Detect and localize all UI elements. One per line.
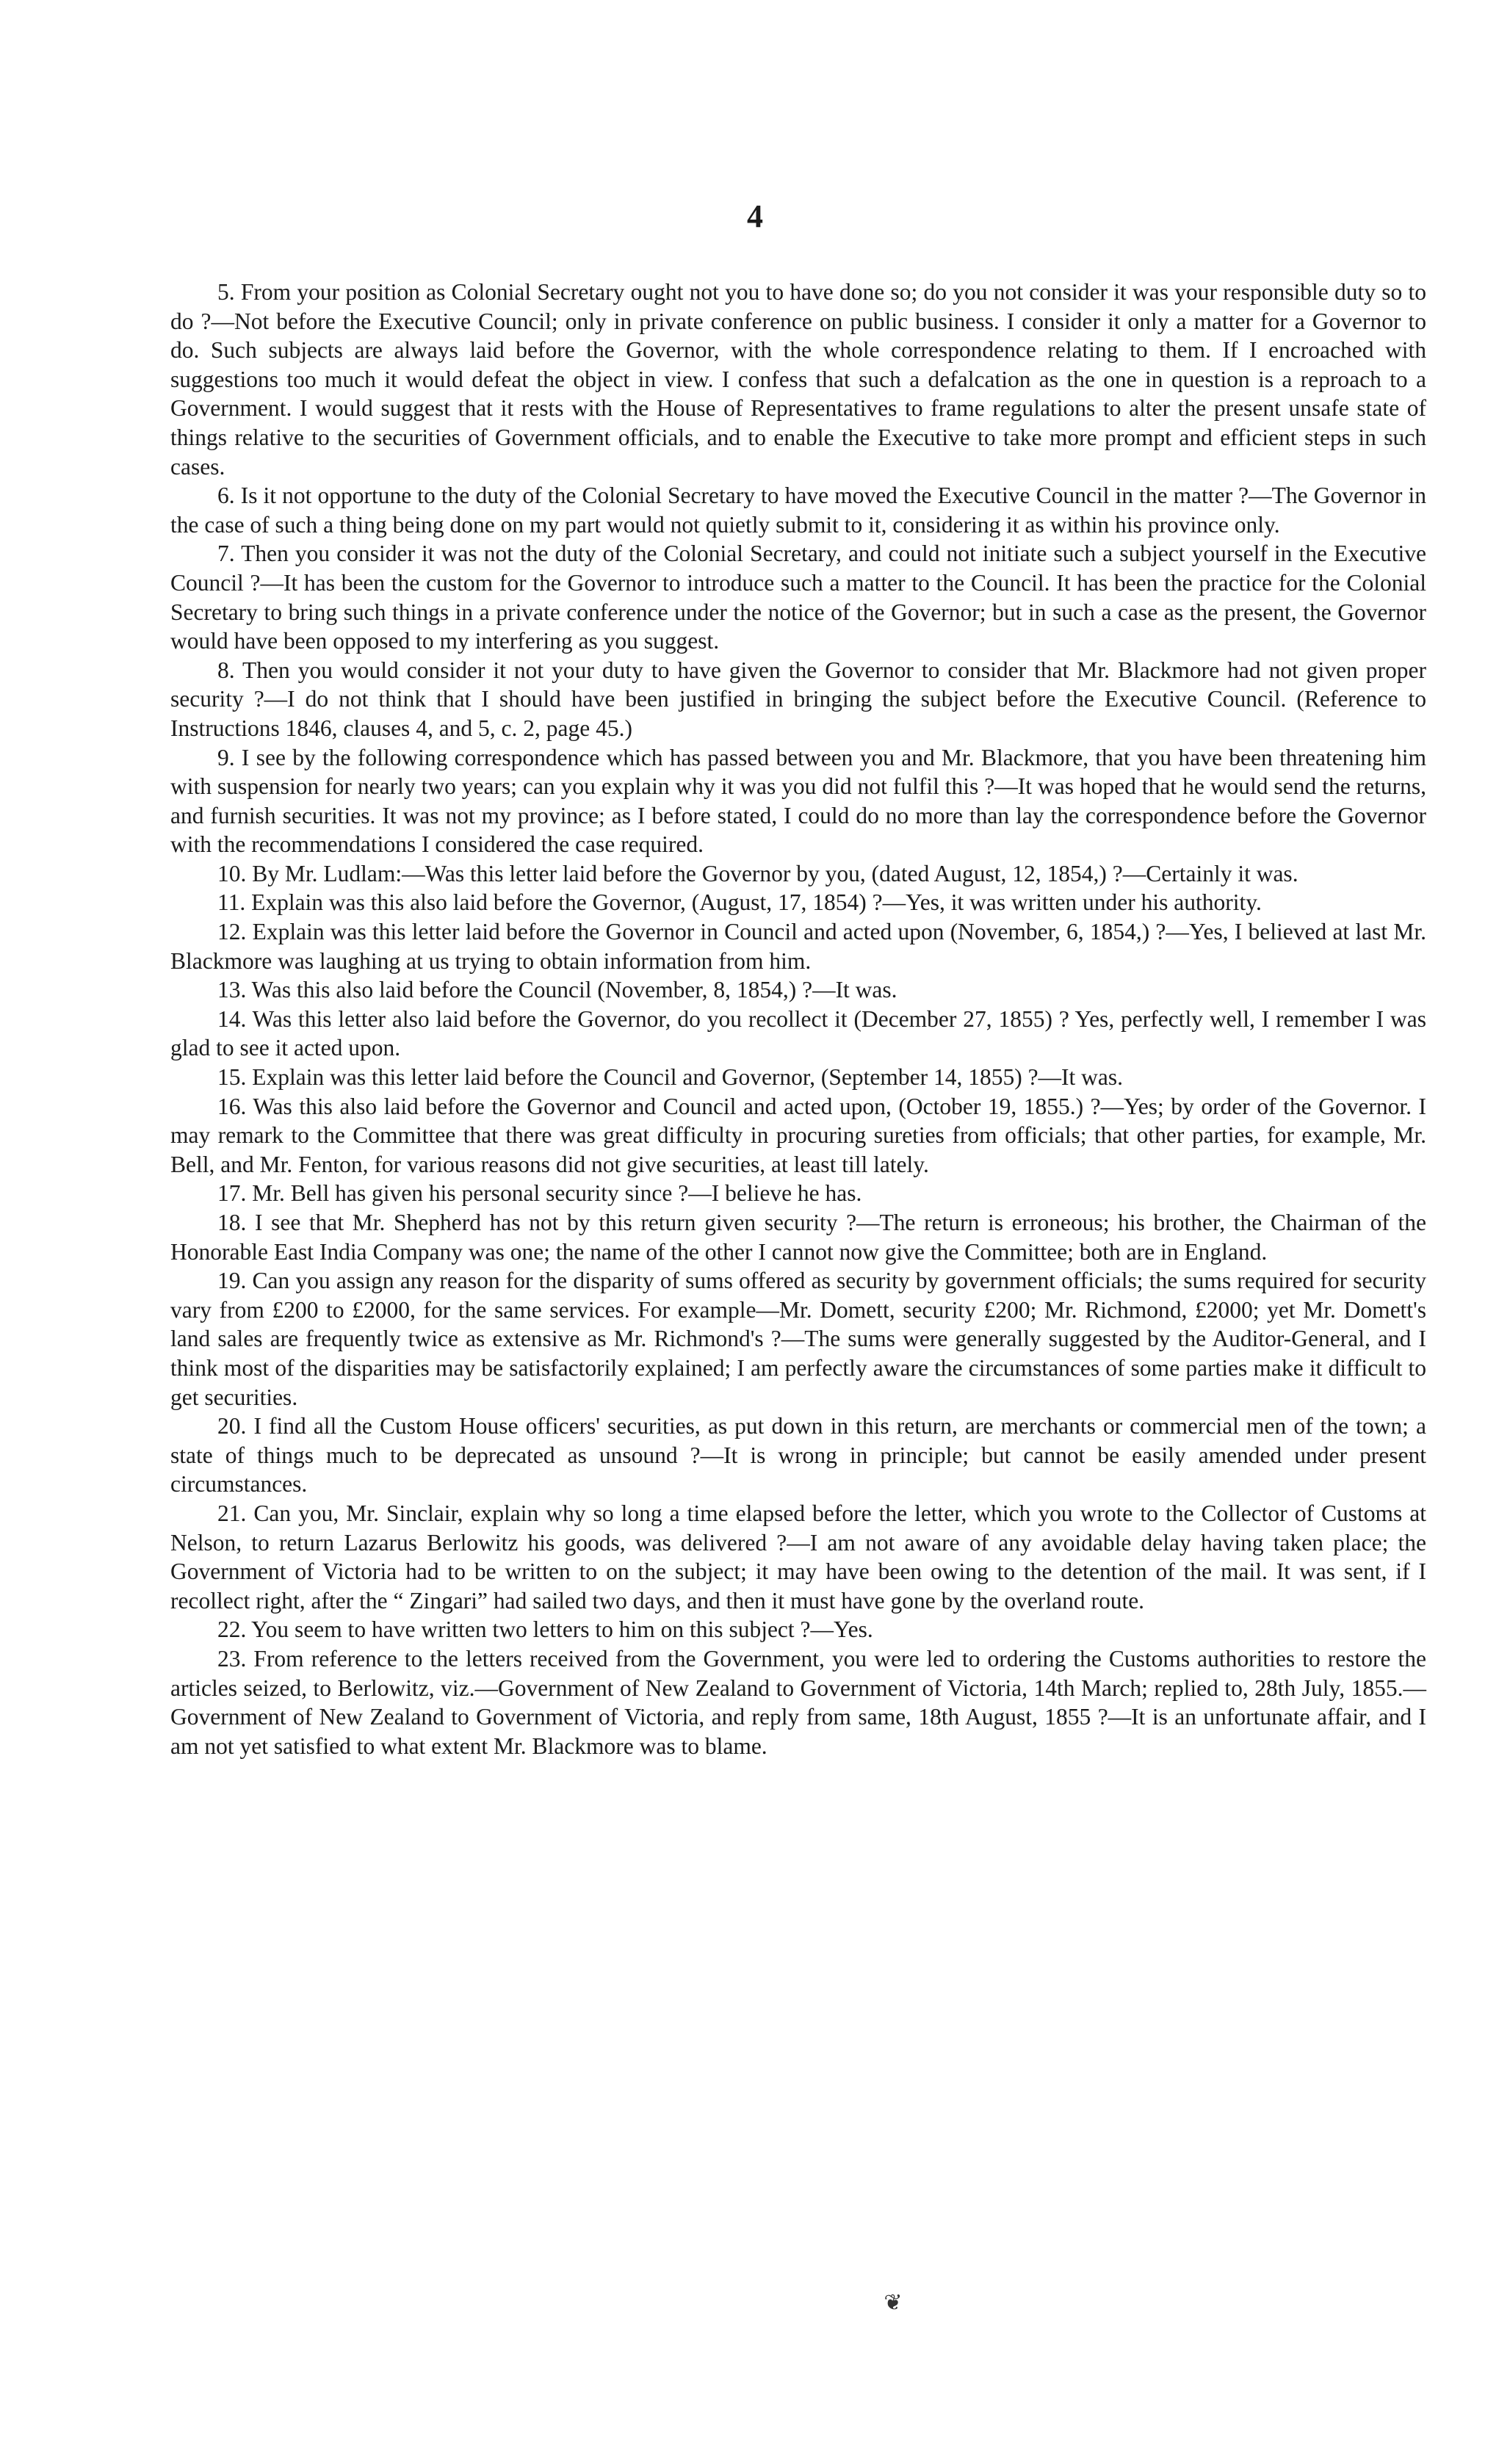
question-19: 19. Can you assign any reason for the disparity of sums offered as security by government officials; the sums required for security vary from £200 to £2000, for the same services. For example—Mr. Domett, security £200; Mr. Richmond, £2000; yet Mr. Domett's land sales are frequently twice as extensive as Mr. Richmond's ?—The sums were generally suggested by the Auditor-General, and I think most of the disparities may be satisfactorily explained; I am perfectly aware the circumstances of some parties make it difficult to get securities.	[170, 1268, 1426, 1410]
end-ornament-icon: ❦	[884, 2291, 903, 2315]
question-7: 7. Then you consider it was not the duty of the Colonial Secretary, and could not initiate such a subject yourself in the Executive Council ?—It has been the custom for the Governor to introduce such a matter to the Council. It has been the practice for the Colonial Secretary to bring such things in a private conference under the notice of the Governor; but in such a case as the present, the Governor would have been opposed to my interfering as you suggest.	[170, 541, 1426, 654]
question-21: 21. Can you, Mr. Sinclair, explain why so long a time elapsed before the letter, which you wrote to the Collector of Customs at Nelson, to return Lazarus Berlowitz his goods, was delivered ?—I am not aware of any avoidable delay having taken place; the Government of Victoria had to be written to on the subject; it may have been owing to the detention of the mail. It was sent, if I recollect right, after the “ Zingari” had sailed two days, and then it must have gone by the overland route.	[170, 1500, 1426, 1614]
question-20: 20. I find all the Custom House officers' securities, as put down in this return, are merchants or commercial men of the town; a state of things much to be deprecated as unsound ?—It is wrong in principle; but cannot be easily amended under present circumstances.	[170, 1413, 1426, 1497]
question-13: 13. Was this also laid before the Council (November, 8, 1854,) ?—It was.	[217, 977, 897, 1003]
question-18: 18. I see that Mr. Shepherd has not by this return given security ?—The return is erroneous; his brother, the Chairman of the Honorable East India Company was one; the name of the other I cannot now give the Committee; both are in England.	[170, 1210, 1426, 1265]
question-6: 6. Is it not opportune to the duty of the Colonial Secretary to have moved the Executive Council in the matter ?—The Governor in the case of such a thing being done on my part would not quietly submit to it, considering it as within his province only.	[170, 483, 1426, 538]
question-16: 16. Was this also laid before the Governor and Council and acted upon, (October 19, 1855.) ?—Yes; by order of the Governor. I may remark to the Committee that there was great difficulty in procuring sureties from officials; that other parties, for example, Mr. Bell, and Mr. Fenton, for various reasons did not give securities, at least till lately.	[170, 1093, 1426, 1177]
question-11: 11. Explain was this also laid before the Governor, (August, 17, 1854) ?—Yes, it was written under his authority.	[217, 889, 1262, 916]
question-17: 17. Mr. Bell has given his personal security since ?—I believe he has.	[217, 1180, 862, 1207]
question-5: 5. From your position as Colonial Secretary ought not you to have done so; do you not consider it was your responsible duty so to do ?—Not before the Executive Council; only in private conference on public business. I consider it only a matter for a Governor to do. Such subjects are always laid before the Governor, with the whole correspondence relating to them. If I encroached with suggestions too much it would defeat the object in view. I confess that such a defalcation as the one in question is a reproach to a Government. I would suggest that it rests with the House of Representatives to frame regulations to alter the present unsafe state of things relative to the securities of Government officials, and to enable the Executive to take more prompt and efficient steps in such cases.	[170, 279, 1426, 480]
question-9: 9. I see by the following correspondence which has passed between you and Mr. Blackmore, that you have been threatening him with suspension for nearly two years; can you explain why it was you did not fulfil this ?—It was hoped that he would send the returns, and furnish securities. It was not my province; as I before stated, I could do no more than lay the correspondence before the Governor with the recommendations I considered the case required.	[170, 744, 1426, 858]
question-15: 15. Explain was this letter laid before the Council and Governor, (September 14, 1855) ?—It was.	[217, 1064, 1124, 1091]
question-14: 14. Was this letter also laid before the Governor, do you recollect it (December 27, 1855) ? Yes, perfectly well, I remember I was glad to see it acted upon.	[170, 1005, 1426, 1061]
question-12: 12. Explain was this letter laid before the Governor in Council and acted upon (November, 6, 1854,) ?—Yes, I believed at last Mr. Blackmore was laughing at us trying to obtain information from him.	[170, 919, 1426, 974]
question-22: 22. You seem to have written two letters to him on this subject ?—Yes.	[217, 1616, 873, 1643]
question-10: 10. By Mr. Ludlam:—Was this letter laid before the Governor by you, (dated August, 12, 1854,) ?—Certainly it was.	[217, 860, 1298, 886]
question-23: 23. From reference to the letters received from the Government, you were led to ordering the Customs authorities to restore the articles seized, to Berlowitz, viz.—Government of New Zealand to Government of Victoria, 14th March; replied to, 28th July, 1855.—Government of New Zealand to Government of Victoria, and reply from same, 18th August, 1855 ?—It is an unfortunate affair, and I am not yet satisfied to what extent Mr. Blackmore was to blame.	[170, 1645, 1426, 1759]
testimony-body	[170, 278, 1426, 1760]
page-number: 4	[747, 198, 763, 234]
question-8: 8. Then you would consider it not your duty to have given the Governor to consider that Mr. Blackmore had not given proper security ?—I do not think that I should have been justified in bringing the subject before the Executive Council. (Reference to Instructions 1846, clauses 4, and 5, c. 2, page 45.)	[170, 657, 1426, 741]
